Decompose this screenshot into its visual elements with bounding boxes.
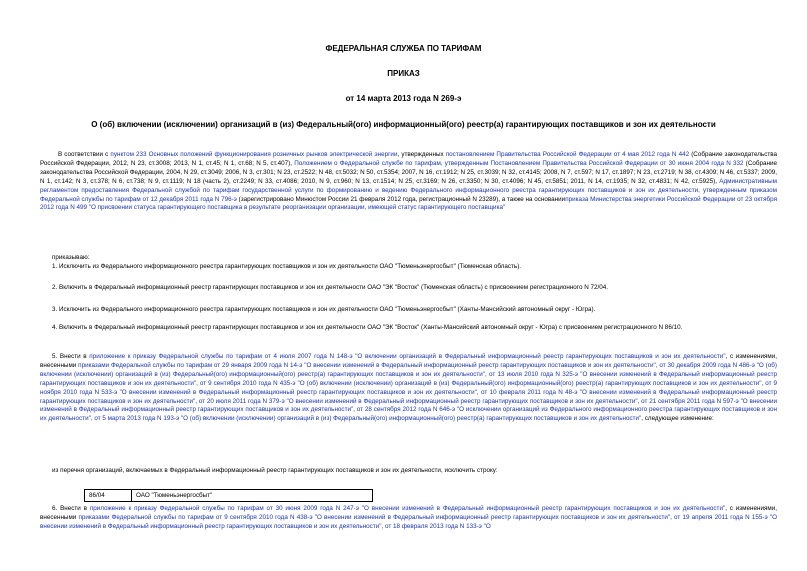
link-prikaz-247[interactable]: приложение к приказу Федеральной службы по тарифам от 30 июня 2009 года N 247-э "О внесении изменений в Федеральный информационный реестр гарантирующих поставщиков и зон их деятельности" [89, 505, 726, 512]
doc-type-heading: ПРИКАЗ [387, 69, 420, 78]
link-admin-reglament[interactable]: Административным регламентом предоставления Федеральной службой по тарифам государственной услуги по формированию и ведению Федерального информационного реестра гарантирующих поставщиков и зон их деятельности, утвержденным приказом Федеральной службы по тарифам от 12 декабря 2011 года N 796-э [40, 177, 777, 203]
item-4: 4. Включить в Федеральный информационный реестр гарантирующих поставщиков и зон их деятельности ОАО "ЭК "Восток" (Ханты-Мансийский автономный округ - Югра) с присвоением регистрационного N 86/10. [52, 324, 683, 331]
link-osnovnye-polozheniya[interactable]: пунктом 233 Основных положений функционирования розничных рынков электрической энергии [110, 151, 398, 158]
table-row [85, 490, 373, 502]
link-prikazy-izmeneniya-5[interactable]: приказами Федеральной службы по тарифам от 29 января 2009 года N 14-э "О внесении изменений в Федеральный информационный реестр гарантирующих поставщиков и зон их деятельности", от 30 декабря 2009 года N 486-э "О (об) включении (исключении) организаций в (из) Федеральный(ого) информационный(ого) реестр(а) гарантирующих поставщиков и зон их деятельности", от 13 июля 2010 года N 325-э "О внесении изменений в Федеральный информационный реестр гарантирующих поставщиков и зон их деятельности", от 9 сентября 2010 года N 435-э "О (об) включении (исключении) организаций в (из) Федеральный(ого) информационный(ого) реестр(а) гарантирующих поставщиков и зон их деятельности", от 9 ноября 2010 года N 533-э "О внесении изменений в Федеральный информационный реестр гарантирующих поставщиков и зон их деятельности", от 10 февраля 2011 года N 48-э "О внесении изменений в Федеральный информационный реестр гарантирующих поставщиков и зон их деятельности", от 20 июля 2011 года N 379-э "О внесении изменений в Федеральный информационный реестр гарантирующих поставщиков и зон их деятельности", от 21 сентября 2011 года N 597-э "О внесении изменений в Федеральный информационный реестр гарантирующих поставщиков и зон их деятельности", от 28 сентября 2012 года N 646-э "О исключении организаций из Федерального информационного реестра гарантирующих поставщиков и зон их деятельности", от 5 марта 2013 года N 193-э "О (об) включении (исключении) организаций в (из) Федеральный(ого) информационный(ого) реестр(а) гарантирующих поставщиков и зон их деятельности" [40, 361, 777, 423]
item-1: 1. Исключить из Федерального информационного реестра гарантирующих поставщиков и зон их деятельности ОАО "Тюменьэнергосбыт" (Тюменская область). [52, 263, 522, 270]
date-number: от 14 марта 2013 года N 269-э [345, 94, 462, 103]
link-prikazy-izmeneniya-6[interactable]: приказами Федеральной службы по тарифам от 9 сентября 2010 года N 438-э "О внесении изменений в Федеральный информационный реестр гарантирующих поставщиков и зон их деятельности", от 19 апреля 2011 года N 155-э "О внесении изменений в Федеральный информационный реестр гарантирующих поставщиков и зон их деятельности", от 18 февраля 2013 года N 133-э "О [40, 513, 777, 530]
preamble-paragraph: В соответствии с пунктом 233 Основных положений функционирования розничных рынков электрической энергии, утвержденных постановлением Правительства Российской Федерации от 4 мая 2012 года N 442 (Собрание законодательства Российской Федерации, 2012, N 23, ст.3008; 2013, N 1, ст.45; N 1, ст.68; N 5, ст.407), Положением о Федеральной службе по тарифам, утвержденным Постановлением Правительства Российской Федерации от 30 июня 2004 года N 332 (Собрание законодательства Российской Федерации, 2004, N 29, ст.3049; 2006, N 3, ст.301; N 23, ст.2522; N 48, ст.5032; N 50, ст.5354; 2007, N 16, ст.1912; N 25, ст.3039; N 32, ст.4145; 2008, N 7, ст.597; N 17, ст.1897; N 23, ст.2719; N 38, ст.4309; N 46, ст.5337; 2009, N 1, ст.142; N 3, ст.378; N 6, ст.738; N 9, ст.1119; N 18 (часть 2), ст.2249; N 33, ст.4086; 2010, N 9, ст.960; N 13, ст.1514; N 25, ст.3169; N 26, ст.3350; N 30, ст.4096; N 45, ст.5851; 2011, N 14, ст.1935; N 32, ст.4831; N 42, ст.5925), Административным регламентом предоставления Федеральной службой по тарифам государственной услуги по формированию и ведению Федерального информационного реестра гарантирующих поставщиков и зон их деятельности, утвержденным приказом Федеральной службы по тарифам от 12 декабря 2011 года N 796-э (зарегистрировано Минюстом России 21 февраля 2012 года, регистрационный N 23289), а также на основанииприказа Министерства энергетики Российской Федерации от 23 октября 2012 года N 499 "О присвоении статуса гарантирующего поставщика в результате реорганизации организации, имеющей статус гарантирующего поставщика" [40, 151, 778, 212]
link-prikaz-minenergo-499[interactable]: приказа Министерства энергетики Российской Федерации от 23 октября 2012 года N 499 "О присвоении статуса гарантирующего поставщика в результате реорганизации организации, имеющей статус гарантирующего поставщика" [40, 195, 777, 212]
excluded-row-table [84, 489, 373, 502]
table-cell-name: ОАО "Тюменьэнергосбыт" [132, 490, 373, 502]
item-2: 2. Включить в Федеральный информационный реестр гарантирующих поставщиков и зон их деятельности ОАО "ЭК "Восток" (Тюменская область) с присвоением регистрационного N 72/04. [52, 284, 609, 291]
item-3: 3. Исключить из Федерального информационного реестра гарантирующих поставщиков и зон их деятельности ОАО "Тюменьэнергосбыт" (Ханты-Мансийский автономный округ - Югра). [52, 306, 596, 313]
prikazyvayu: приказываю: [52, 254, 90, 261]
item-5: 5. Внести в приложение к приказу Федеральной службы по тарифам от 4 июля 2007 года N 148-э "О включении организаций в Федеральный информационный реестр гарантирующих поставщиков и зон их деятельности", с изменениями, внесенными приказами Федеральной службы по тарифам от 29 января 2009 года N 14-э "О внесении изменений в Федеральный информационный реестр гарантирующих поставщиков и зон их деятельности", от 30 декабря 2009 года N 486-э "О (об) включении (исключении) организаций в (из) Федеральный(ого) информационный(ого) реестр(а) гарантирующих поставщиков и зон их деятельности", от 13 июля 2010 года N 325-э "О внесении изменений в Федеральный информационный реестр гарантирующих поставщиков и зон их деятельности", от 9 сентября 2010 года N 435-э "О (об) включении (исключении) организаций в (из) Федеральный(ого) информационный(ого) реестр(а) гарантирующих поставщиков и зон их деятельности", от 9 ноября 2010 года N 533-э "О внесении изменений в Федеральный информационный реестр гарантирующих поставщиков и зон их деятельности", от 10 февраля 2011 года N 48-э "О внесении изменений в Федеральный информационный реестр гарантирующих поставщиков и зон их деятельности", от 20 июля 2011 года N 379-э "О внесении изменений в Федеральный информационный реестр гарантирующих поставщиков и зон их деятельности", от 21 сентября 2011 года N 597-э "О внесении изменений в Федеральный информационный реестр гарантирующих поставщиков и зон их деятельности", от 28 сентября 2012 года N 646-э "О исключении организаций из Федерального информационного реестра гарантирующих поставщиков и зон их деятельности", от 5 марта 2013 года N 193-э "О (об) включении (исключении) организаций в (из) Федеральный(ого) информационный(ого) реестр(а) гарантирующих поставщиков и зон их деятельности", следующее изменение: [40, 353, 777, 423]
table-cell-code: 86/04 [85, 490, 132, 502]
link-prikaz-148[interactable]: приложение к приказу Федеральной службы по тарифам от 4 июля 2007 года N 148-э "О включении организаций в Федеральный информационный реестр гарантирующих поставщиков и зон их деятельности" [89, 353, 726, 360]
document-title: О (об) включении (исключении) организаций в (из) Федеральный(ого) информационный(ого) реестр(а) гарантирующих поставщиков и зон их деятельности [91, 120, 716, 129]
link-postanovlenie-442[interactable]: постановлением Правительства Российской Федерации от 4 мая 2012 года N 442 [445, 151, 690, 158]
agency-heading: ФЕДЕРАЛЬНАЯ СЛУЖБА ПО ТАРИФАМ [325, 44, 482, 53]
link-polozhenie-fst[interactable]: Положением о Федеральной службе по тарифам, утвержденным Постановлением Правительства Российской Федерации от 30 июня 2004 года N 332 [294, 159, 744, 167]
item-6: 6. Внести в приложение к приказу Федеральной службы по тарифам от 30 июня 2009 года N 247-э "О внесении изменений в Федеральный информационный реестр гарантирующих поставщиков и зон их деятельности", с изменениями, внесенными приказами Федеральной службы по тарифам от 9 сентября 2010 года N 438-э "О внесении изменений в Федеральный информационный реестр гарантирующих поставщиков и зон их деятельности", от 19 апреля 2011 года N 155-э "О внесении изменений в Федеральный информационный реестр гарантирующих поставщиков и зон их деятельности", от 18 февраля 2013 года N 133-э "О [40, 505, 777, 530]
item-5-subtext: из перечня организаций, включаемых в Федеральный информационный реестр гарантирующих поставщиков и зон их деятельности, исключить строку: [52, 467, 498, 474]
